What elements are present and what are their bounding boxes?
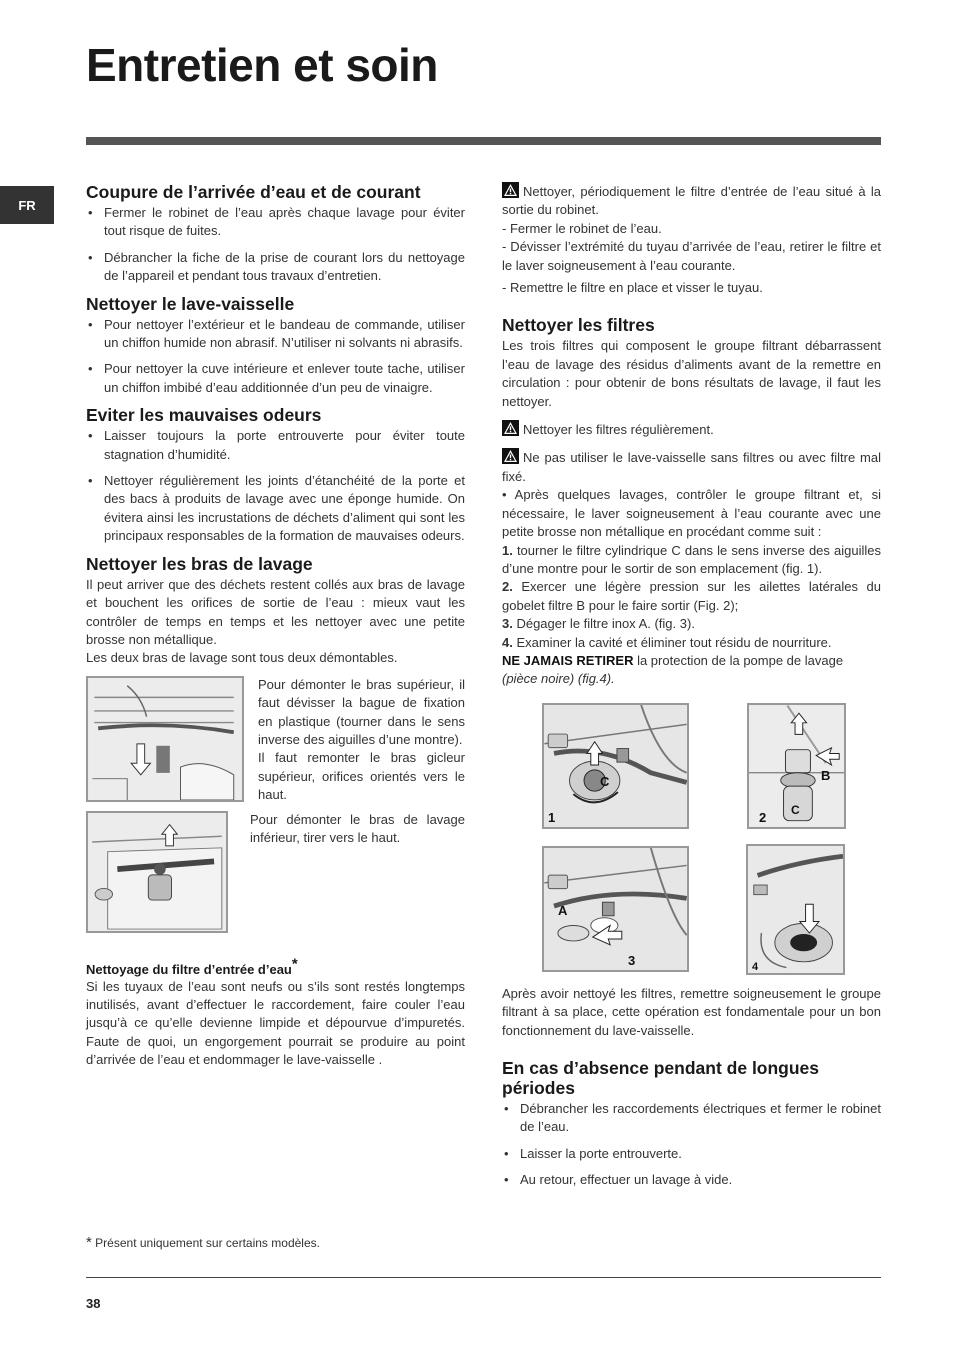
- figure-2: [747, 703, 846, 829]
- figure-4-drawing: [748, 846, 843, 973]
- list-item: • Débrancher la fiche de la prise de courant lors du nettoyage de l’appareil et pendant tous travaux d’entretien.: [86, 249, 465, 286]
- list-item: • Laisser toujours la porte entrouverte pour éviter toute stagnation d’humidité.: [86, 427, 465, 464]
- section-heading: Coupure de l’arrivée d’eau et de courant: [86, 182, 421, 202]
- upper-arm-block: [86, 676, 465, 805]
- paragraph: Pour démonter le bras de lavage inférieur, tirer vers le haut.: [250, 811, 465, 845]
- label-c: C: [600, 773, 610, 789]
- section-subheading: [86, 955, 465, 978]
- list-item: • Pour nettoyer la cuve intérieure et enlever toute tache, utiliser un chiffon imbibé d’eau additionnée d’un peu de vinaigre.: [86, 360, 465, 397]
- paragraph: Il faut remonter le bras gicleur supérieur, orifices orientés vers le haut.: [258, 750, 465, 803]
- filter-figures: [502, 703, 881, 985]
- lower-arm-illustration: [86, 811, 228, 933]
- figure-number: 2: [759, 809, 767, 825]
- paragraph: - Dévisser l’extrémité du tuyau d’arrivée de l’eau, retirer le filtre et le laver soigneusement à l’eau courante.: [502, 239, 881, 273]
- paragraph: • Après quelques lavages, contrôler le groupe filtrant et, si nécessaire, le laver soigneusement à l’eau courante avec une petite brosse non métallique en procédant comme suit :: [502, 487, 881, 540]
- warning-icon: [502, 182, 519, 198]
- page-number: 38: [86, 1296, 101, 1311]
- list-item: • Nettoyer régulièrement les joints d’étanchéité de la porte et des bacs à produits de lavage avec une éponge humide. On évitera ainsi les incrustations de déchets d’aliment qui sont les principaux responsables de la formation de mauvaises odeurs.: [86, 472, 465, 546]
- paragraph: Les trois filtres qui composent le groupe filtrant débarrassent l’eau de lavage des résidus d’aliments avant de la remettre en circulation : pour obtenir de bons résultats de lavage, il faut les nettoyer.: [502, 338, 881, 409]
- bullet-list: [86, 427, 465, 545]
- section-odeurs: [86, 405, 465, 545]
- section-heading: Nettoyer les filtres: [502, 315, 655, 336]
- figure-1-drawing: [544, 705, 687, 827]
- step-number: 2.: [502, 579, 513, 595]
- emphasis-text: NE JAMAIS RETIRER: [502, 652, 634, 668]
- figure-4: [746, 844, 845, 975]
- bullet-list: [86, 316, 465, 398]
- section-heading: En cas d’absence pendant de longues périodes: [502, 1057, 820, 1098]
- list-item: • Laisser la porte entrouverte.: [502, 1145, 881, 1163]
- left-column: [86, 182, 465, 1070]
- section-heading: Nettoyer le lave-vaisselle: [86, 293, 295, 314]
- step-4: [502, 634, 881, 652]
- footnote: [86, 1234, 320, 1251]
- list-item: • Débrancher les raccordements électriques et fermer le robinet de l’eau.: [502, 1100, 881, 1137]
- note-text: la protection de la pompe de lavage: [633, 652, 844, 668]
- label-b: B: [821, 767, 831, 783]
- lower-arm-text: [250, 811, 465, 933]
- step-number: 1.: [502, 542, 513, 558]
- step-1: [502, 542, 881, 579]
- section-bras: [86, 554, 465, 933]
- figure-number: 4: [752, 960, 759, 973]
- never-remove-note: [502, 652, 881, 689]
- label-c: C: [791, 802, 800, 817]
- step-number: 3.: [502, 616, 513, 632]
- warning-icon: [502, 420, 519, 436]
- step-2: [502, 578, 881, 615]
- lower-arm-block: [86, 811, 465, 933]
- section-coupure: [86, 182, 465, 286]
- section-nettoyer: [86, 294, 465, 398]
- footnote-marker: *: [86, 1234, 92, 1251]
- right-column: [502, 182, 881, 1198]
- step-text: Dégager le filtre inox A. (fig. 3).: [512, 616, 695, 632]
- warning-icon: [502, 448, 519, 464]
- paragraph: Si les tuyaux de l’eau sont neufs ou s’ils sont restés longtemps inutilisés, avant d’effectuer le raccordement, faire couler l’eau jusqu’à ce qu’elle devienne limpide et dépourvue d’impuretés. Faute de quoi, un engorgement pourrait se produire au point d’arrivée de l’eau et endommager le lave-vaisselle .: [86, 978, 465, 1068]
- warning-paragraph: [502, 448, 881, 486]
- step-text: tourner le filtre cylindrique C dans le sens inverse des aiguilles d’une montre pour le sortir de son emplacement (fig. 1).: [502, 542, 881, 576]
- section-absence: [502, 1058, 881, 1190]
- upper-arm-illustration: [86, 676, 244, 802]
- footnote-marker: *: [291, 955, 298, 973]
- title-rule: [86, 137, 881, 145]
- paragraph: - Fermer le robinet de l’eau.: [502, 220, 662, 236]
- label-a: A: [558, 902, 568, 918]
- paragraph: - Remettre le filtre en place et visser le tuyau.: [502, 280, 763, 296]
- list-item: • Au retour, effectuer un lavage à vide.: [502, 1171, 881, 1189]
- warning-paragraph: [502, 420, 881, 439]
- section-heading: Nettoyer les bras de lavage: [86, 553, 313, 574]
- language-tab: FR: [0, 186, 54, 224]
- warning-text: Nettoyer, périodiquement le filtre d’entrée de l’eau situé à la sortie du robinet.: [502, 184, 881, 218]
- list-item: • Fermer le robinet de l’eau après chaque lavage pour éviter tout risque de fuites.: [86, 204, 465, 241]
- section-filtre-entree: [86, 955, 465, 1070]
- subheading-text: Nettoyage du filtre d’entrée d’eau: [86, 961, 292, 977]
- page-title: Entretien et soin: [86, 39, 438, 91]
- section-filtres: [502, 315, 881, 1040]
- warning-text: Ne pas utiliser le lave-vaisselle sans filtres ou avec filtre mal fixé.: [502, 450, 881, 484]
- paragraph: Pour démonter le bras supérieur, il faut dévisser la bague de fixation en plastique (tourner dans le sens inverse des aiguilles d’une montre).: [258, 676, 465, 747]
- step-text: Examiner la cavité et éliminer tout résidu de nourriture.: [512, 634, 832, 650]
- paragraph: Après avoir nettoyé les filtres, remettre soigneusement le groupe filtrant à sa place, cette opération est fondamentale pour un bon fonctionnement du lave-vaisselle.: [502, 985, 881, 1038]
- lower-arm-drawing: [88, 813, 226, 931]
- upper-arm-drawing: [88, 678, 242, 800]
- bullet-list: [86, 204, 465, 286]
- footnote-text: Présent uniquement sur certains modèles.: [91, 1236, 320, 1250]
- warning-text: Nettoyer les filtres régulièrement.: [523, 422, 714, 438]
- note-italic: (pièce noire) (fig.4).: [502, 671, 615, 687]
- paragraph: Il peut arriver que des déchets restent collés aux bras de lavage et bouchent les orifices de sortie de l’eau : mieux vaut les contrôler de temps en temps et les nettoyer avec une petite brosse non métallique.: [86, 576, 465, 647]
- bullet-list: [502, 1100, 881, 1190]
- list-item: • Pour nettoyer l’extérieur et le bandeau de commande, utiliser un chiffon humide non abrasif. N’utiliser ni solvants ni abrasifs.: [86, 316, 465, 353]
- figure-number: 3: [628, 952, 636, 968]
- step-number: 4.: [502, 634, 513, 650]
- upper-arm-text: [258, 676, 465, 805]
- bottom-rule: [86, 1277, 881, 1278]
- warning-paragraph: [502, 182, 881, 220]
- section-heading: Eviter les mauvaises odeurs: [86, 405, 322, 426]
- figure-3: [542, 846, 689, 972]
- figure-1: [542, 703, 689, 829]
- step-text: Exercer une légère pression sur les ailettes latérales du gobelet filtre B pour le faire sortir (Fig. 2);: [502, 579, 881, 613]
- step-3: [502, 615, 881, 633]
- paragraph: Les deux bras de lavage sont tous deux démontables.: [86, 650, 398, 666]
- figure-number: 1: [548, 809, 556, 825]
